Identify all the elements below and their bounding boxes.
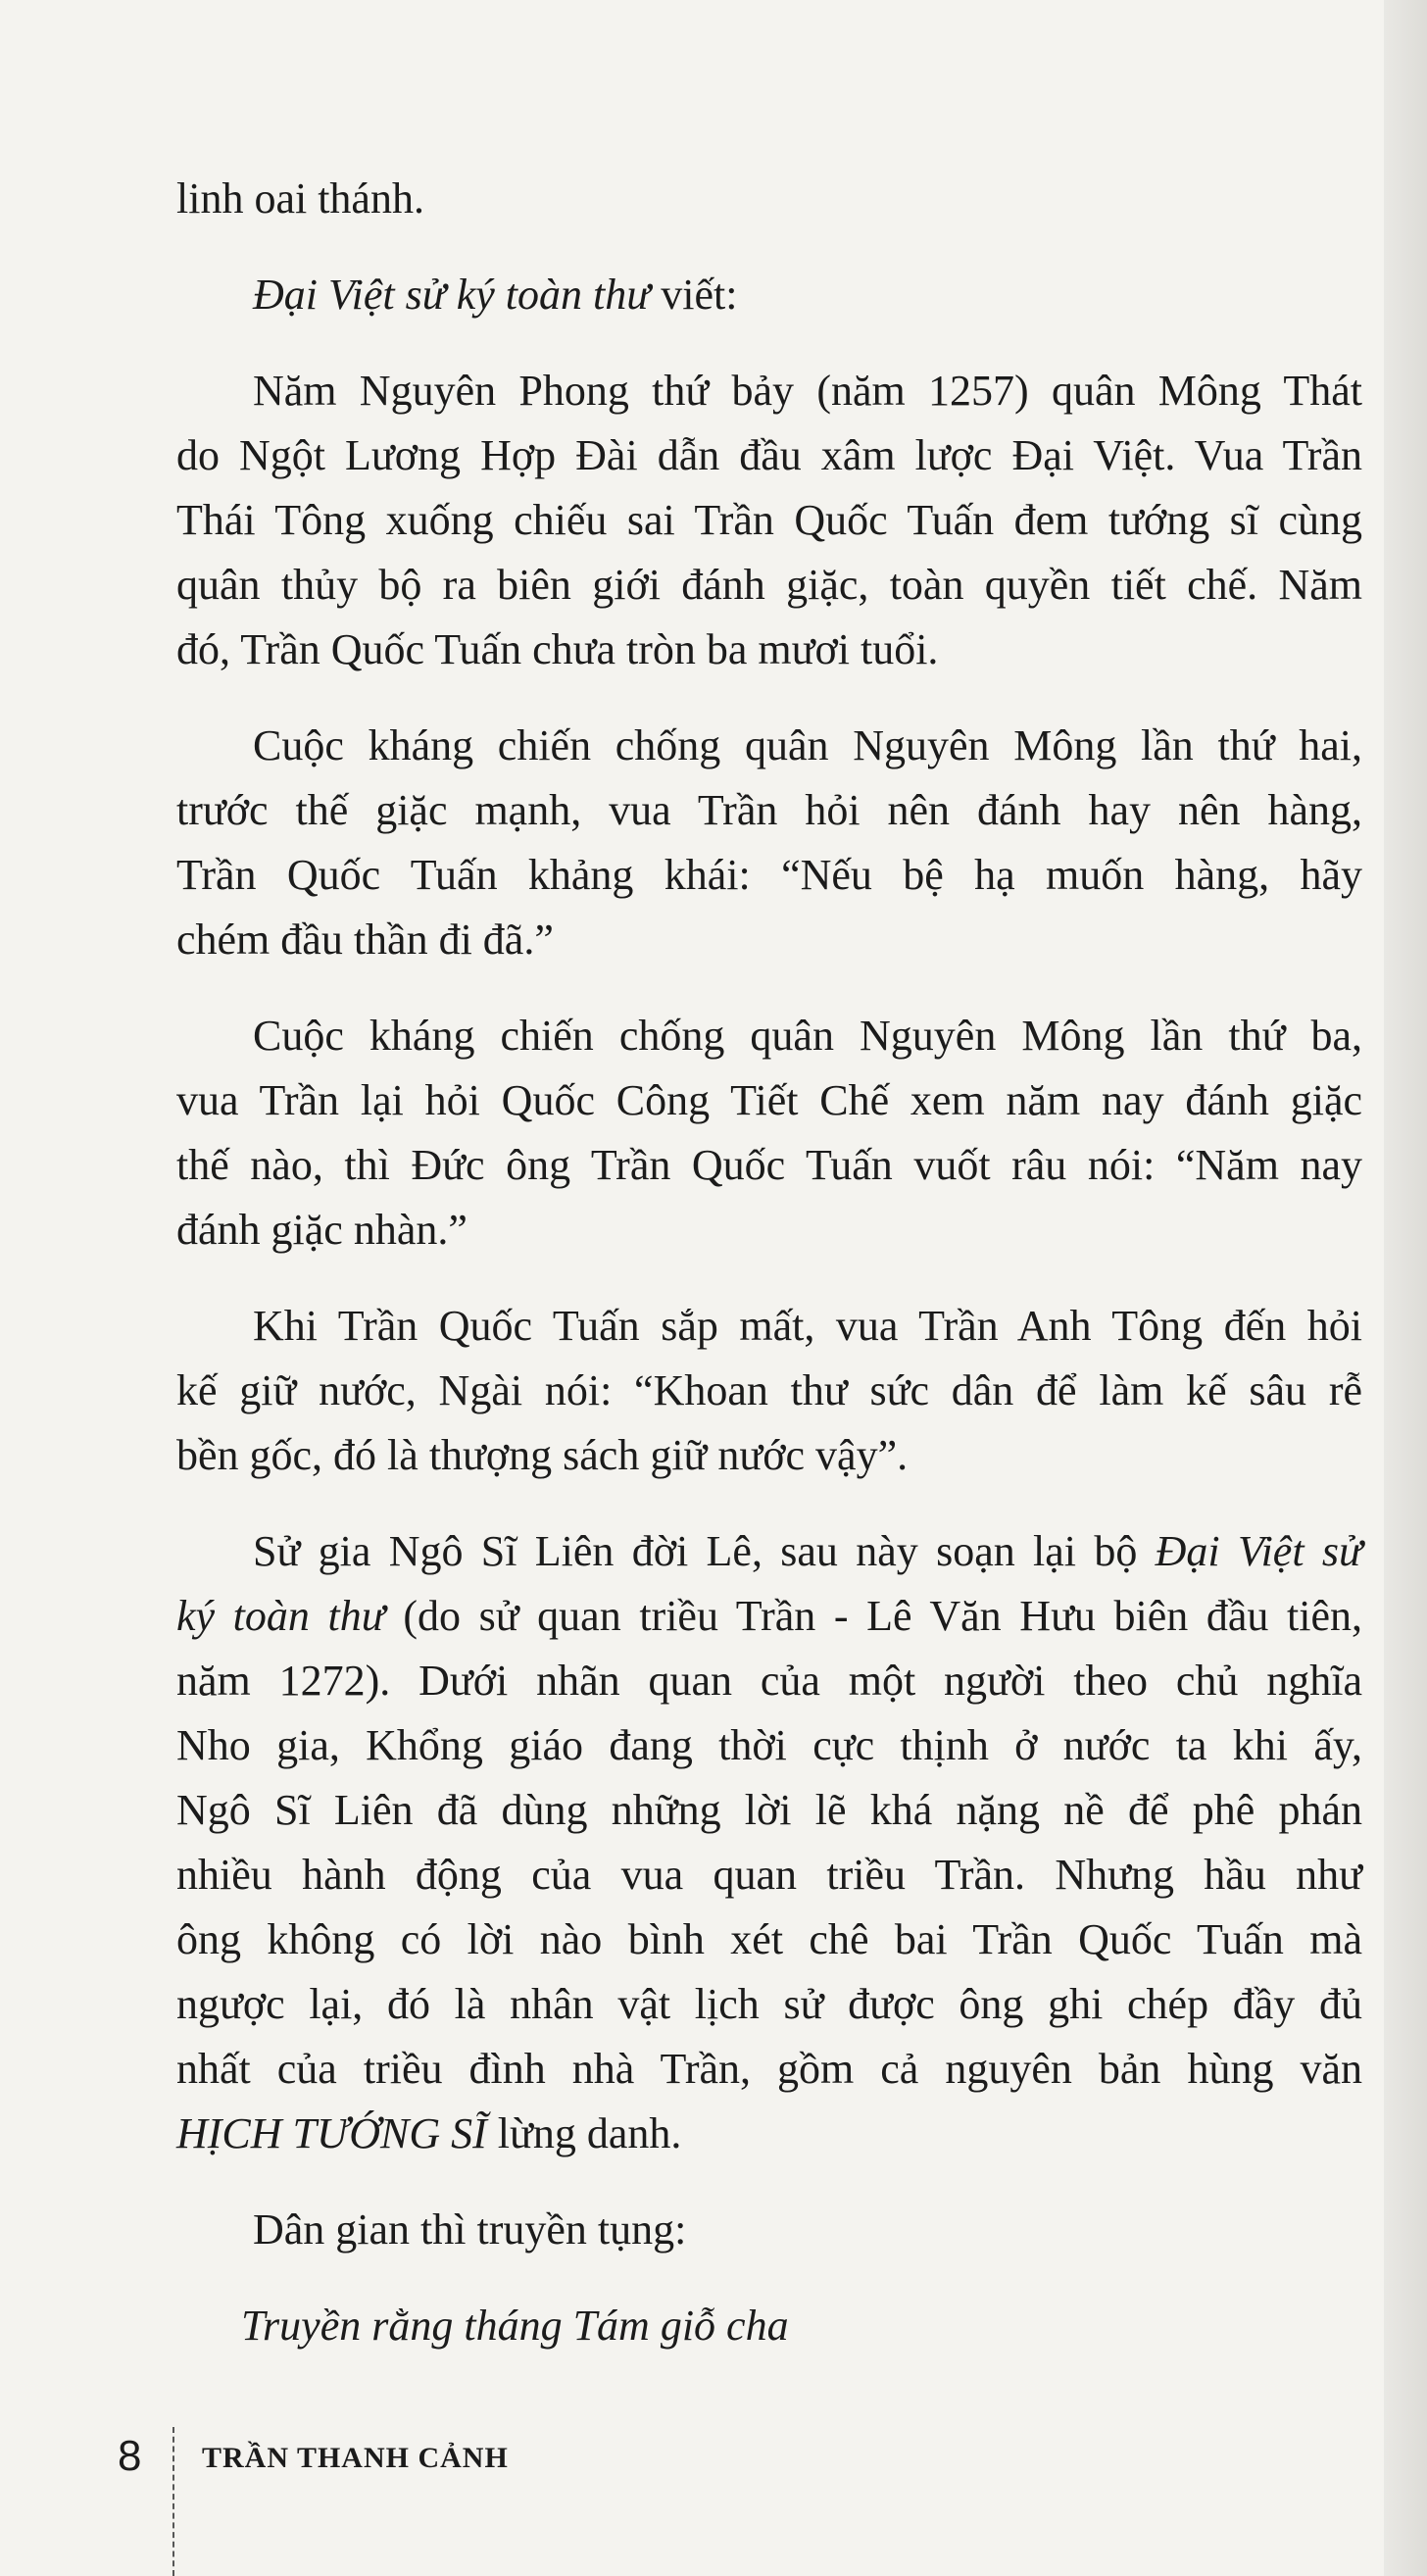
text-line: linh oai thánh. [176,174,424,223]
text-line: Cuộc kháng chiến chống quân Nguyên Mông lần thứ hai, [253,721,1362,769]
text-line: Trần Quốc Tuấn khảng khái: “Nếu bệ hạ muốn hàng, hãy [176,851,1362,899]
work-title: HỊCH TƯỚNG SĨ [176,2109,487,2157]
text-line: quân thủy bộ ra biên giới đánh giặc, toàn quyền tiết chế. Năm [176,561,1362,609]
paragraph-6 [176,1294,1362,1488]
body-text [176,167,1362,2390]
text-line: thế nào, thì Đức ông Trần Quốc Tuấn vuốt râu nói: “Năm nay [176,1141,1362,1189]
text-line [176,2102,1362,2166]
text-run: Sử gia Ngô Sĩ Liên đời Lê, sau này soạn lại bộ [253,1527,1156,1575]
text-line: nhiều hành động của vua quan triều Trần. Nhưng hầu như [176,1851,1362,1899]
paragraph-1 [176,167,1362,231]
paragraph-2 [176,263,1362,327]
text-line [176,1519,1362,1584]
running-footer-author: TRẦN THANH CẢNH [202,2442,509,2474]
paragraph-7 [176,1519,1362,2166]
text-run: viết: [650,271,738,319]
text-run: lừng danh. [486,2109,682,2157]
text-line: bền gốc, đó là thượng sách giữ nước vậy”. [176,1431,909,1479]
text-line: ông không có lời nào bình xét chê bai Trần Quốc Tuấn mà [176,1915,1362,1963]
poem-line: Truyền rằng tháng Tám giỗ cha [241,2302,789,2350]
book-title: ký toàn thư [176,1592,385,1640]
page-number: 8 [118,2432,142,2480]
paragraph-3 [176,359,1362,682]
text-line: Ngô Sĩ Liên đã dùng những lời lẽ khá nặng nề để phê phán [176,1786,1362,1834]
footer-divider [172,2427,174,2576]
text-line: Nho gia, Khổng giáo đang thời cực thịnh ở nước ta khi ấy, [176,1721,1362,1769]
poem-verse [176,2294,1362,2358]
text-line: trước thế giặc mạnh, vua Trần hỏi nên đánh hay nên hàng, [176,786,1362,834]
text-line: năm 1272). Dưới nhãn quan của một người theo chủ nghĩa [176,1657,1362,1705]
text-line: Thái Tông xuống chiếu sai Trần Quốc Tuấn đem tướng sĩ cùng [176,496,1362,544]
text-line: do Ngột Lương Hợp Đài dẫn đầu xâm lược Đại Việt. Vua Trần [176,431,1362,479]
paragraph-5 [176,1004,1362,1263]
text-line: Cuộc kháng chiến chống quân Nguyên Mông lần thứ ba, [253,1012,1362,1060]
paragraph-4 [176,714,1362,972]
text-line: ngược lại, đó là nhân vật lịch sử được ông ghi chép đầy đủ [176,1980,1362,2028]
book-title: Đại Việt sử [1155,1527,1362,1575]
text-line: đó, Trần Quốc Tuấn chưa tròn ba mươi tuổi. [176,625,939,673]
text-line [176,1584,1362,1649]
text-line: chém đầu thần đi đã.” [176,916,554,964]
text-line: Năm Nguyên Phong thứ bảy (năm 1257) quân Mông Thát [253,367,1362,415]
text-line: kế giữ nước, Ngài nói: “Khoan thư sức dân để làm kế sâu rễ [176,1366,1362,1414]
text-line: Khi Trần Quốc Tuấn sắp mất, vua Trần Anh Tông đến hỏi [253,1302,1362,1350]
page-footer [118,2427,804,2505]
text-line: nhất của triều đình nhà Trần, gồm cả nguyên bản hùng văn [176,2045,1362,2093]
text-line: đánh giặc nhàn.” [176,1206,467,1254]
book-title: Đại Việt sử ký toàn thư [253,271,651,319]
paragraph-8 [176,2198,1362,2262]
text-run: (do sử quan triều Trần - Lê Văn Hưu biên đầu tiên, [384,1592,1362,1640]
text-line: Dân gian thì truyền tụng: [253,2205,687,2254]
page-edge-shadow [1384,0,1427,2576]
text-line: vua Trần lại hỏi Quốc Công Tiết Chế xem năm nay đánh giặc [176,1076,1362,1124]
